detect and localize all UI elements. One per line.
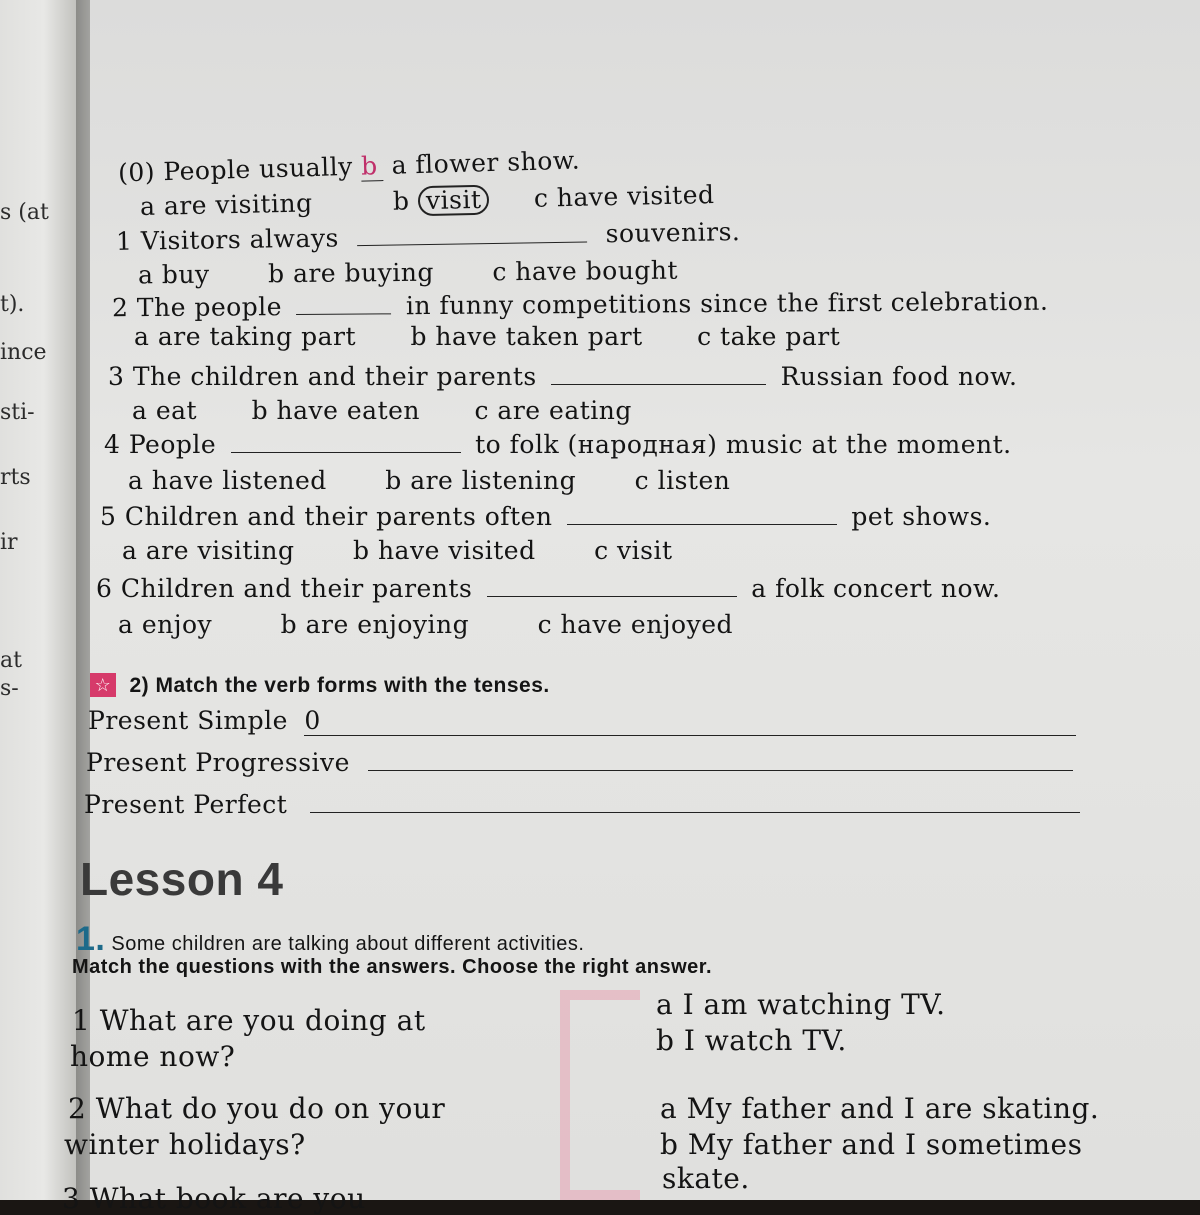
option-c: c are eating	[474, 396, 632, 425]
question-text: Visitors always	[140, 223, 340, 256]
option-c: c listen	[634, 466, 731, 495]
lesson-answer-1a: a I am watching TV.	[656, 988, 946, 1021]
question-number: 2	[111, 293, 129, 323]
question-text: People usually	[163, 151, 354, 187]
tense-row-present-progressive	[86, 748, 1073, 777]
question-text: The children and their parents	[132, 362, 537, 391]
tense-row-present-simple	[88, 706, 1076, 736]
left-edge-fragment: ince	[0, 340, 47, 365]
question-text: a folk concert now.	[751, 574, 1001, 603]
question-5	[100, 502, 991, 531]
option-c: c take part	[697, 322, 841, 351]
left-edge-fragment: sti-	[0, 400, 35, 425]
question-1-options	[138, 256, 678, 290]
example-answer: b	[361, 151, 384, 182]
question-number: (0)	[117, 157, 156, 188]
exercise-1-instruction: Match the questions with the answers. Choose the right answer.	[72, 956, 712, 978]
option-a: a enjoy	[118, 610, 213, 639]
answer-blank[interactable]	[551, 384, 766, 385]
example-question	[118, 146, 581, 189]
lesson-question-2-line2: winter holidays?	[64, 1128, 306, 1161]
question-text: Children and their parents	[120, 574, 473, 603]
option-a: a are visiting	[139, 188, 313, 222]
lesson-answer-2b: b My father and I sometimes	[660, 1128, 1083, 1161]
tense-answer-line[interactable]	[304, 706, 1076, 736]
left-edge-fragment: s-	[0, 676, 19, 701]
lesson-title: Lesson 4	[80, 853, 284, 905]
question-text: a flower show.	[391, 145, 581, 180]
question-number: 1	[115, 226, 133, 256]
pink-decoration	[560, 990, 640, 1200]
option-b: b have taken part	[410, 322, 643, 351]
option-a: a have listened	[128, 466, 327, 495]
question-text: Russian food now.	[780, 362, 1018, 391]
answer-blank[interactable]	[357, 242, 587, 247]
option-b: b have visited	[353, 536, 536, 565]
question-text: souvenirs.	[605, 217, 741, 249]
tense-answer: 0	[304, 706, 321, 735]
option-b: b have eaten	[251, 396, 421, 425]
tense-label: Present Simple	[88, 706, 288, 735]
question-3-options	[132, 396, 632, 425]
option-c: c visit	[594, 536, 673, 565]
lesson-question-1-line2: home now?	[70, 1040, 236, 1073]
question-text: in funny competitions since the first celebration.	[405, 286, 1049, 321]
option-b-letter: b	[392, 186, 410, 216]
exercise-number: 1.	[76, 920, 106, 958]
lesson-answer-2b-cont: skate.	[662, 1162, 750, 1195]
tense-answer-line[interactable]	[310, 812, 1080, 813]
question-2-options	[134, 322, 840, 351]
option-a: a buy	[137, 259, 210, 290]
answer-blank[interactable]	[567, 524, 837, 525]
lesson-question-2-line1: 2 What do you do on your	[68, 1092, 446, 1125]
task-2-title: 2) Match the verb forms with the tenses.	[129, 674, 550, 697]
option-b: b are enjoying	[280, 610, 470, 639]
option-b: b are buying	[267, 257, 435, 289]
exercise-intro-text: Some children are talking about different activities.	[111, 933, 585, 955]
lesson-question-1-line1: 1 What are you doing at	[72, 1004, 426, 1037]
lesson-answer-2a: a My father and I are skating.	[660, 1092, 1100, 1125]
left-edge-fragment: ir	[0, 530, 18, 555]
option-c: c have enjoyed	[537, 610, 734, 639]
question-6-options	[118, 610, 733, 639]
exercise-1-intro	[76, 920, 584, 959]
question-text: to folk (народная) music at the moment.	[475, 430, 1012, 459]
star-icon: ☆	[90, 673, 116, 697]
option-a: a are taking part	[134, 322, 357, 351]
example-options	[140, 180, 715, 222]
left-edge-fragment: at	[0, 648, 22, 673]
option-c: c have bought	[492, 255, 679, 287]
question-text: pet shows.	[851, 502, 992, 531]
question-4-options	[128, 466, 730, 495]
question-2	[112, 287, 1049, 323]
tense-answer-line[interactable]	[368, 770, 1073, 771]
answer-blank[interactable]	[297, 313, 392, 315]
question-number: 3	[108, 362, 125, 391]
question-text: Children and their parents often	[124, 502, 553, 531]
question-number: 4	[104, 430, 121, 459]
lesson-answer-1b: b I watch TV.	[656, 1024, 847, 1057]
left-edge-fragment: rts	[0, 465, 31, 490]
option-c: c have visited	[533, 179, 715, 213]
question-text: The people	[136, 292, 283, 323]
question-6	[96, 574, 1000, 603]
option-a: a eat	[132, 396, 198, 425]
option-b-circled: visit	[418, 185, 490, 216]
question-text: People	[128, 430, 217, 459]
answer-blank[interactable]	[231, 452, 461, 453]
question-5-options	[122, 536, 673, 565]
lesson-question-3-line1: 3 What book are you	[62, 1182, 366, 1215]
tense-label: Present Progressive	[86, 748, 350, 777]
lesson-heading	[80, 852, 283, 906]
question-3	[108, 362, 1017, 391]
left-edge-fragment: s (at	[0, 200, 49, 225]
question-number: 5	[100, 502, 117, 531]
question-number: 6	[96, 574, 113, 603]
answer-blank[interactable]	[487, 596, 737, 597]
question-4	[104, 430, 1012, 459]
left-edge-fragment: t).	[0, 292, 25, 317]
option-b: b are listening	[385, 466, 577, 495]
option-a: a are visiting	[122, 536, 295, 565]
task-2-heading	[90, 670, 550, 699]
tense-row-present-perfect	[84, 790, 1080, 819]
tense-label: Present Perfect	[84, 790, 288, 819]
question-1	[116, 217, 741, 256]
